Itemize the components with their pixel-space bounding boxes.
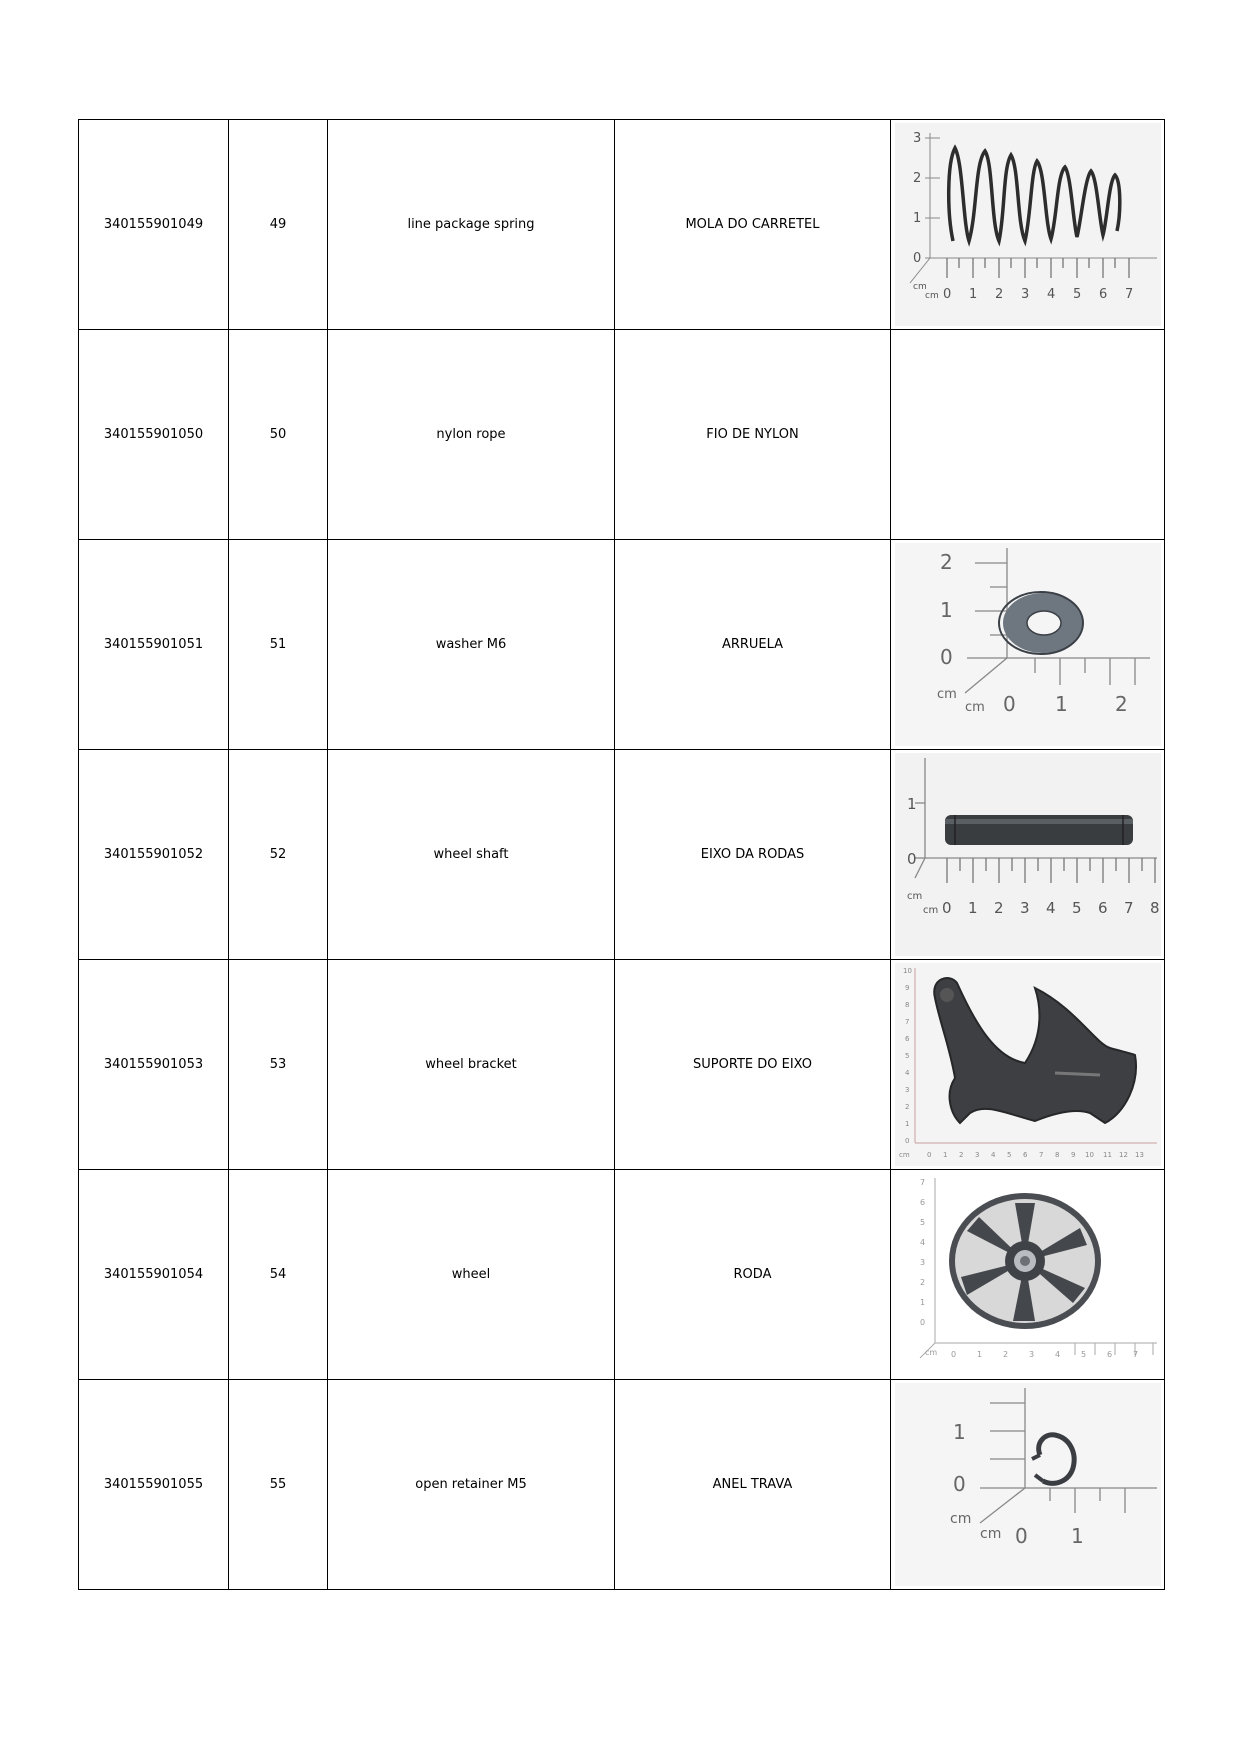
scale-label: 6 — [919, 1198, 925, 1207]
scale-unit: cm — [924, 291, 939, 301]
scale-label: 6 — [904, 1035, 909, 1043]
description-en: open retainer M5 — [328, 1380, 615, 1590]
table-row — [79, 1170, 1165, 1380]
scale-label: 2 — [958, 1151, 963, 1159]
wheel-image — [895, 1173, 1161, 1376]
description-en: wheel bracket — [328, 960, 615, 1170]
scale-label: 0 — [941, 899, 952, 917]
scale-label: 0 — [926, 1151, 931, 1159]
scale-label: 0 — [939, 645, 953, 669]
scale-label: 2 — [912, 171, 921, 186]
scale-label: 5 — [1071, 899, 1082, 917]
scale-label: 4 — [1045, 899, 1056, 917]
scale-label: 4 — [904, 1069, 909, 1077]
scale-label: 0 — [912, 251, 921, 266]
scale-unit: cm — [922, 905, 938, 916]
part-image-cell — [891, 1380, 1165, 1590]
scale-label: 10 — [902, 967, 912, 975]
shaft-image — [895, 753, 1161, 956]
item-number: 50 — [229, 330, 328, 540]
scale-label: 1 — [952, 1420, 966, 1444]
spring-image — [895, 123, 1161, 326]
scale-label: 3 — [919, 1258, 925, 1267]
item-number: 49 — [229, 120, 328, 330]
scale-label: 7 — [919, 1178, 925, 1187]
scale-label: 13 — [1134, 1151, 1144, 1159]
scale-label: 1 — [968, 287, 977, 302]
description-pt: EIXO DA RODAS — [615, 750, 891, 960]
scale-label: 7 — [904, 1018, 909, 1026]
item-number: 52 — [229, 750, 328, 960]
part-image-cell — [891, 750, 1165, 960]
bracket-image — [895, 963, 1161, 1166]
scale-label: 2 — [939, 550, 953, 574]
scale-unit: cm — [906, 891, 922, 902]
scale-label: 1 — [904, 1120, 909, 1128]
description-pt: ARRUELA — [615, 540, 891, 750]
table-row — [79, 960, 1165, 1170]
scale-label: 5 — [919, 1218, 925, 1227]
part-code: 340155901050 — [79, 330, 229, 540]
description-en: line package spring — [328, 120, 615, 330]
scale-label: 4 — [1054, 1350, 1060, 1359]
scale-unit: cm — [912, 282, 927, 292]
scale-label: 2 — [919, 1278, 925, 1287]
scale-label: 12 — [1118, 1151, 1128, 1159]
scale-label: 6 — [1098, 287, 1107, 302]
scale-label: 8 — [1054, 1151, 1059, 1159]
scale-label: 7 — [1123, 899, 1134, 917]
scale-label: 1 — [942, 1151, 947, 1159]
scale-label: 9 — [904, 984, 909, 992]
scale-label: 2 — [994, 287, 1003, 302]
scale-label: 2 — [1002, 1350, 1008, 1359]
description-pt: FIO DE NYLON — [615, 330, 891, 540]
scale-label: 3 — [974, 1151, 979, 1159]
scale-label: 5 — [1006, 1151, 1011, 1159]
scale-label: 0 — [952, 1472, 966, 1496]
scale-label: 1 — [912, 211, 921, 226]
scale-label: 2 — [1114, 692, 1128, 716]
scale-unit: cm — [924, 1348, 937, 1357]
scale-label: 10 — [1084, 1151, 1094, 1159]
scale-label: 1 — [967, 899, 978, 917]
description-en: wheel shaft — [328, 750, 615, 960]
item-number: 54 — [229, 1170, 328, 1380]
scale-label: 0 — [919, 1318, 925, 1327]
part-code: 340155901054 — [79, 1170, 229, 1380]
part-image-cell — [891, 960, 1165, 1170]
scale-label: 6 — [1097, 899, 1108, 917]
table-row — [79, 1380, 1165, 1590]
scale-label: 0 — [1002, 692, 1016, 716]
scale-label: 3 — [1020, 287, 1029, 302]
description-en: washer M6 — [328, 540, 615, 750]
scale-label: 6 — [1106, 1350, 1112, 1359]
scale-unit: cm — [898, 1151, 910, 1159]
scale-label: 8 — [904, 1001, 909, 1009]
scale-label: 5 — [1072, 287, 1081, 302]
scale-label: 6 — [1022, 1151, 1027, 1159]
scale-label: 2 — [904, 1103, 909, 1111]
part-image-cell — [891, 1170, 1165, 1380]
washer-image — [895, 543, 1161, 746]
scale-label: 5 — [1080, 1350, 1086, 1359]
scale-label: 7 — [1132, 1350, 1138, 1359]
scale-label: 1 — [919, 1298, 925, 1307]
scale-label: 4 — [1046, 287, 1055, 302]
description-pt: ANEL TRAVA — [615, 1380, 891, 1590]
table-row — [79, 120, 1165, 330]
scale-label: 0 — [904, 1137, 909, 1145]
scale-label: 3 — [912, 131, 921, 146]
item-number: 51 — [229, 540, 328, 750]
scale-label: 3 — [1019, 899, 1030, 917]
table-row — [79, 750, 1165, 960]
table-row — [79, 330, 1165, 540]
scale-unit: cm — [949, 1511, 971, 1527]
description-pt: RODA — [615, 1170, 891, 1380]
scale-label: 5 — [904, 1052, 909, 1060]
scale-label: 0 — [942, 287, 951, 302]
retainer-image — [895, 1383, 1161, 1586]
scale-label: 4 — [919, 1238, 925, 1247]
scale-label: 0 — [1014, 1524, 1028, 1548]
description-en: nylon rope — [328, 330, 615, 540]
scale-label: 0 — [906, 850, 917, 868]
scale-label: 8 — [1149, 899, 1160, 917]
scale-label: 1 — [1054, 692, 1068, 716]
part-code: 340155901053 — [79, 960, 229, 1170]
parts-table — [78, 119, 1165, 1590]
scale-label: 9 — [1070, 1151, 1075, 1159]
scale-label: 1 — [976, 1350, 982, 1359]
scale-unit: cm — [979, 1526, 1001, 1542]
part-code: 340155901055 — [79, 1380, 229, 1590]
part-image-cell — [891, 540, 1165, 750]
scale-label: 1 — [939, 598, 953, 622]
part-image-cell — [891, 120, 1165, 330]
scale-label: 3 — [904, 1086, 909, 1094]
table-row — [79, 540, 1165, 750]
scale-label: 1 — [906, 795, 917, 813]
scale-label: 4 — [990, 1151, 995, 1159]
scale-label: 2 — [993, 899, 1004, 917]
part-code: 340155901051 — [79, 540, 229, 750]
part-code: 340155901049 — [79, 120, 229, 330]
scale-unit: cm — [964, 700, 985, 715]
description-en: wheel — [328, 1170, 615, 1380]
scale-label: 3 — [1028, 1350, 1034, 1359]
description-pt: MOLA DO CARRETEL — [615, 120, 891, 330]
scale-label: 7 — [1038, 1151, 1043, 1159]
scale-label: 7 — [1124, 287, 1133, 302]
item-number: 55 — [229, 1380, 328, 1590]
scale-label: 1 — [1070, 1524, 1084, 1548]
scale-label: 0 — [950, 1350, 956, 1359]
part-image-cell-empty — [891, 330, 1165, 540]
description-pt: SUPORTE DO EIXO — [615, 960, 891, 1170]
scale-unit: cm — [936, 687, 957, 702]
item-number: 53 — [229, 960, 328, 1170]
part-code: 340155901052 — [79, 750, 229, 960]
scale-label: 11 — [1102, 1151, 1112, 1159]
